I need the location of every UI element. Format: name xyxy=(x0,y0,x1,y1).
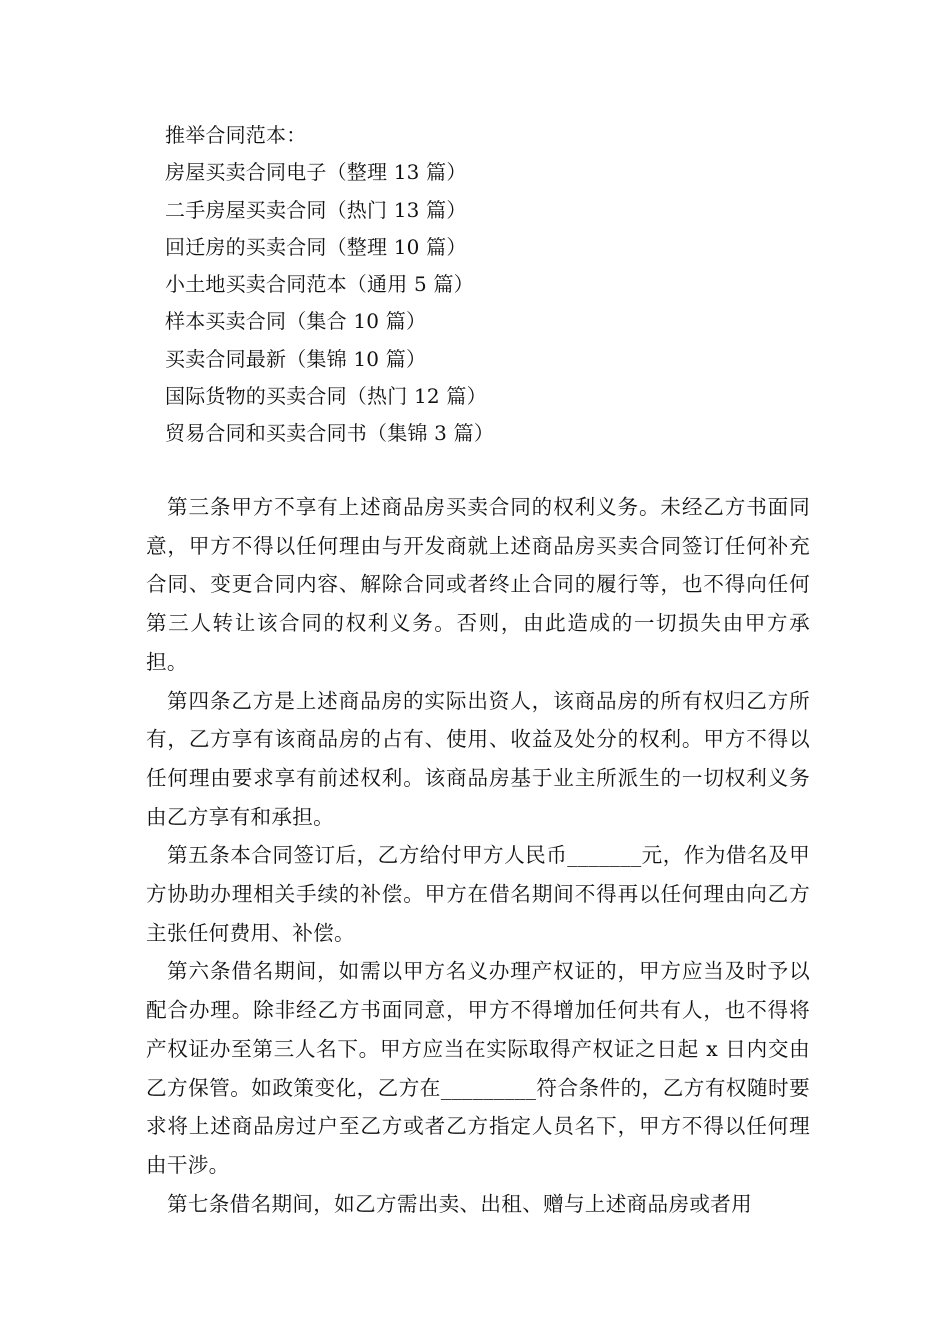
article-5-paragraph: 第五条本合同签订后，乙方给付甲方人民币_______元，作为借名及甲方协助办理相关手续的补偿。甲方在借名期间不得再以任何理由向乙方主张任何费用、补偿。 xyxy=(146,843,810,945)
recommended-item: 二手房屋买卖合同（热门 13 篇） xyxy=(165,197,467,222)
recommended-item: 买卖合同最新（集锦 10 篇） xyxy=(165,346,427,371)
contract-body xyxy=(146,488,810,1223)
article-7-paragraph: 第七条借名期间，如乙方需出卖、出租、赠与上述商品房或者用 xyxy=(167,1191,753,1216)
article-6-paragraph: 第六条借名期间，如需以甲方名义办理产权证的，甲方应当及时予以配合办理。除非经乙方书面同意，甲方不得增加任何共有人，也不得将产权证办至第三人名下。甲方应当在实际取得产权证之日起 x 日内交由乙方保管。如政策变化，乙方在_________符合条件的，乙方有权随时要求将上述商品房过户至乙方或者乙方指定人员名下，甲方不得以任何理由干涉。 xyxy=(146,959,810,1177)
recommended-item: 房屋买卖合同电子（整理 13 篇） xyxy=(165,160,467,185)
article-3-paragraph: 第三条甲方不享有上述商品房买卖合同的权利义务。未经乙方书面同意，甲方不得以任何理由与开发商就上述商品房买卖合同签订任何补充合同、变更合同内容、解除合同或者终止合同的履行等，也不得向任何第三人转让该合同的权利义务。否则，由此造成的一切损失由甲方承担。 xyxy=(146,495,810,674)
recommended-item: 小土地买卖合同范本（通用 5 篇） xyxy=(165,272,474,297)
recommended-item: 样本买卖合同（集合 10 篇） xyxy=(165,309,427,334)
recommended-heading: 推举合同范本： xyxy=(165,123,307,147)
recommended-item: 回迁房的买卖合同（整理 10 篇） xyxy=(165,234,467,259)
recommended-templates-list xyxy=(165,117,805,453)
recommended-item: 贸易合同和买卖合同书（集锦 3 篇） xyxy=(165,421,495,446)
article-4-paragraph: 第四条乙方是上述商品房的实际出资人，该商品房的所有权归乙方所有，乙方享有该商品房的占有、使用、收益及处分的权利。甲方不得以任何理由要求享有前述权利。该商品房基于业主所派生的一切权利义务由乙方享有和承担。 xyxy=(146,688,810,829)
recommended-item: 国际货物的买卖合同（热门 12 篇） xyxy=(165,384,487,409)
